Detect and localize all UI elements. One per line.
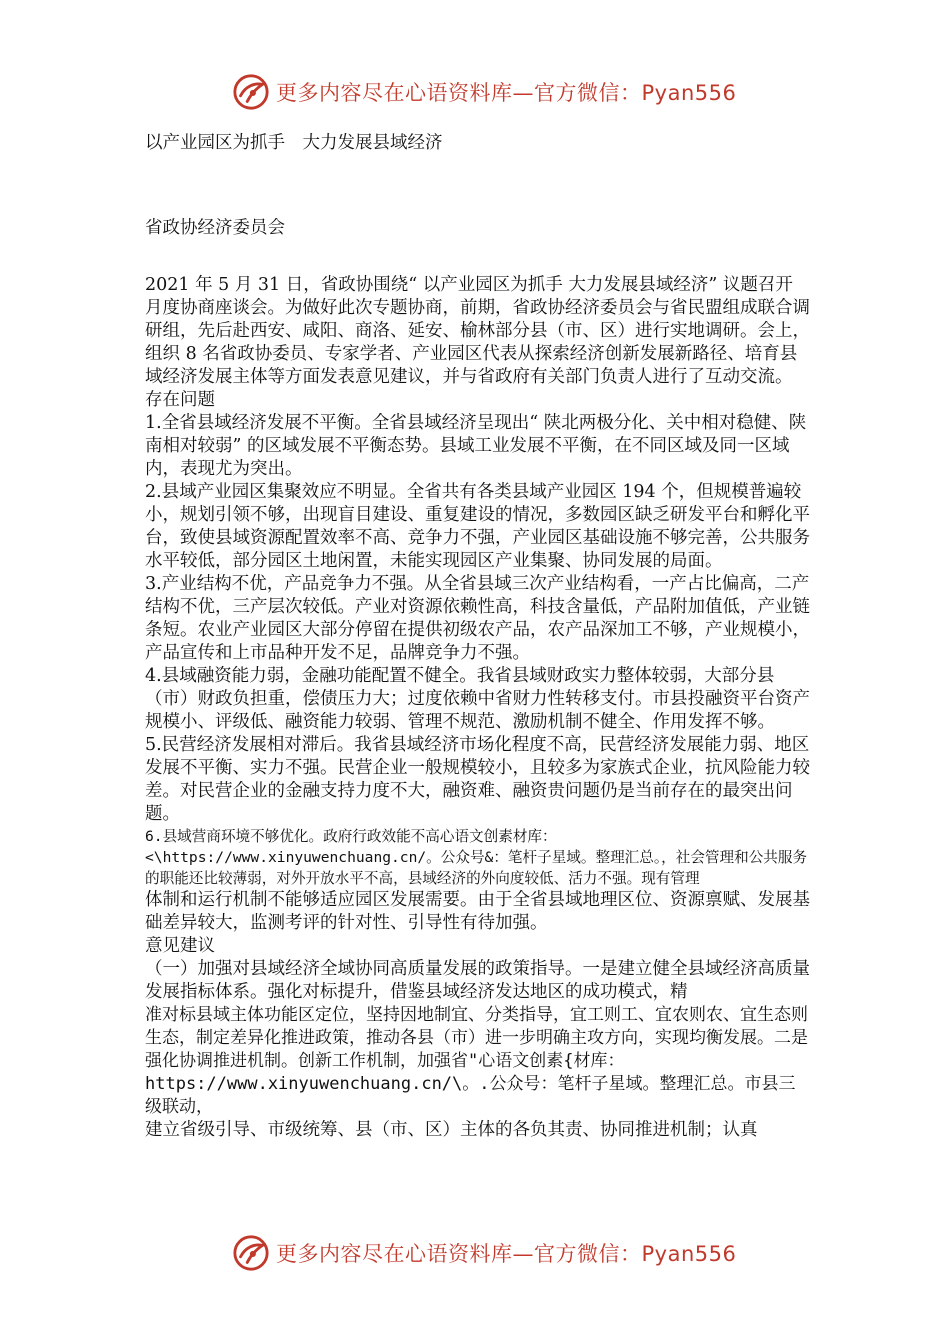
watermark-banner-top	[232, 72, 737, 112]
document-title: 以产业园区为抓手 大力发展县域经济	[145, 133, 443, 153]
document-author: 省政协经济委员会	[145, 218, 285, 238]
brand-logo-icon	[232, 73, 270, 111]
problem-item-6: 6.县域营商环境不够优化。政府行政效能不高心语文创素材库：<\https://www.xinyuwenchuang.cn/。公众号&：笔杆子星域。整理汇总。，社会管理和公共服务的职能还比较薄弱，对外开放水平不高，县域经济的外向度较低、活力不强。现有管理	[145, 828, 808, 887]
paragraph-intro: 2021 年 5 月 31 日，省政协围绕“ 以产业园区为抓手 大力发展县域经济” 议题召开月度协商座谈会。为做好此次专题协商，前期，省政协经济委员会与省民盟组成联合调研组，先后赴西安、咸阳、商洛、延安、榆林部分县（市、区）进行实地调研。会上，组织 8 名省政协委员、专家学者、产业园区代表从探索经济创新发展新路径、培育县域经济发展主体等方面发表意见建议，并与省政府有关部门负责人进行了互动交流。	[145, 275, 810, 387]
problem-item-4: 4.县域融资能力弱，金融功能配置不健全。我省县域财政实力整体较弱，大部分县（市）财政负担重，偿债压力大；过度依赖中省财力性转移支付。市县投融资平台资产规模小、评级低、融资能力较弱、管理不规范、激励机制不健全、作用发挥不够。	[145, 666, 810, 732]
section-heading-suggestions: 意见建议	[145, 936, 215, 956]
problem-item-2: 2.县域产业园区集聚效应不明显。全省共有各类县域产业园区 194 个，但规模普遍较小，规划引领不够，出现盲目建设、重复建设的情况，多数园区缺乏研发平台和孵化平台，致使县域资源配置效率不高、竞争力不强，产业园区基础设施不够完善，公共服务水平较低，部分园区土地闲置，未能实现园区产业集聚、协同发展的局面。	[145, 482, 810, 571]
watermark-text: 更多内容尽在心语资料库—官方微信：Pyan556	[276, 81, 737, 105]
problem-item-5: 5.民营经济发展相对滞后。我省县域经济市场化程度不高，民营经济发展能力弱、地区发展不平衡、实力不强。民营企业一般规模较小，且较多为家族式企业，抗风险能力较差。对民营企业的金融支持力度不大，融资难、融资贵问题仍是当前存在的最突出问题。	[145, 735, 810, 824]
problem-item-1: 1.全省县域经济发展不平衡。全省县域经济呈现出“ 陕北两极分化、关中相对稳健、陕南相对较弱” 的区域发展不平衡态势。县域工业发展不平衡，在不同区域及同一区域内，表现尤为突出。	[145, 413, 807, 479]
problem-item-6-continued: 体制和运行机制不能够适应园区发展需要。由于全省县域地理区位、资源禀赋、发展基础差异较大，监测考评的针对性、引导性有待加强。	[145, 890, 810, 933]
watermark-text: 更多内容尽在心语资料库—官方微信：Pyan556	[276, 1242, 737, 1266]
brand-logo-icon	[232, 1234, 270, 1272]
problem-item-3: 3.产业结构不优，产品竞争力不强。从全省县域三次产业结构看，一产占比偏高，二产结构不优，三产层次较低。产业对资源依赖性高，科技含量低，产品附加值低，产业链条短。农业产业园区大部分停留在提供初级农产品，农产品深加工不够，产业规模小，产品宣传和上市品种开发不足，品牌竞争力不强。	[145, 574, 810, 663]
suggestion-item-1-tail: 建立省级引导、市级统筹、县（市、区）主体的各负其责、协同推进机制；认真	[145, 1120, 758, 1140]
suggestion-item-1-continued: 准对标县域主体功能区定位，坚持因地制宜、分类指导，宜工则工、宜农则农、宜生态则生态，制定差异化推进政策，推动各县（市）进一步明确主攻方向，实现均衡发展。二是强化协调推进机制。创新工作机制，加强省"心语文创素{材库：https://www.xinyuwenchuang.cn/\。.公众号：笔杆子星域。整理汇总。市县三级联动，	[145, 1005, 808, 1117]
watermark-banner-bottom	[232, 1233, 737, 1273]
section-heading-problems: 存在问题	[145, 390, 215, 410]
suggestion-item-1: （一）加强对县域经济全域协同高质量发展的政策指导。一是建立健全县域经济高质量发展指标体系。强化对标提升，借鉴县域经济发达地区的成功模式，精	[145, 959, 810, 1002]
document-body	[145, 128, 810, 1142]
